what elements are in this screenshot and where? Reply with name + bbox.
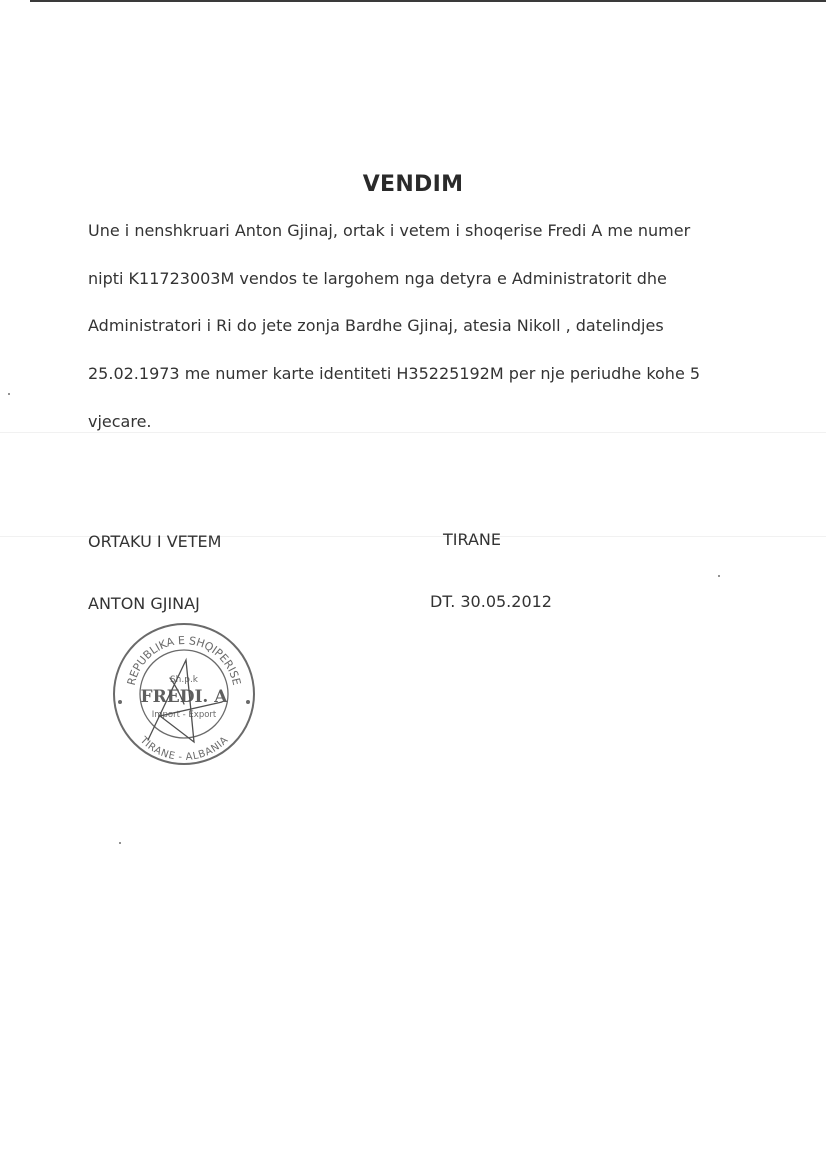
- stamp-top-text: REPUBLIKA E SHQIPERISE: [124, 633, 244, 687]
- body-text-line: 25.02.1973 me numer karte identiteti H35225192M per nje periudhe kohe 5: [88, 364, 701, 383]
- document-title: VENDIM: [362, 172, 464, 197]
- scan-top-edge: [30, 0, 826, 2]
- signatory-role: ORTAKU I VETEM: [88, 532, 222, 551]
- stamp-bottom-text: TIRANE - ALBANIA: [137, 735, 231, 764]
- place-label: TIRANE: [443, 530, 501, 549]
- body-text-line: Administratori i Ri do jete zonja Bardhe Gjinaj, atesia Nikoll , datelindjes: [88, 316, 664, 335]
- stamp-company-type: Sh.p.k: [169, 675, 199, 685]
- scan-speck: [718, 575, 720, 577]
- body-text-line: vjecare.: [88, 412, 152, 431]
- body-text-line: nipti K11723003M vendos te largohem nga detyra e Administratorit dhe: [88, 269, 667, 288]
- stamp-company-name: FREDI. A: [140, 687, 228, 707]
- document-date: DT. 30.05.2012: [430, 592, 552, 611]
- scan-speck: [119, 842, 121, 844]
- signatory-name: ANTON GJINAJ: [88, 594, 200, 613]
- stamp-activity: Import - Export: [151, 710, 217, 720]
- company-stamp: [110, 620, 258, 768]
- svg-text:TIRANE - ALBANIA: [137, 735, 231, 764]
- body-text-line: Une i nenshkruari Anton Gjinaj, ortak i vetem i shoqerise Fredi A me numer: [88, 221, 691, 240]
- scan-artifact-line: [0, 432, 826, 433]
- scan-speck: [8, 393, 10, 395]
